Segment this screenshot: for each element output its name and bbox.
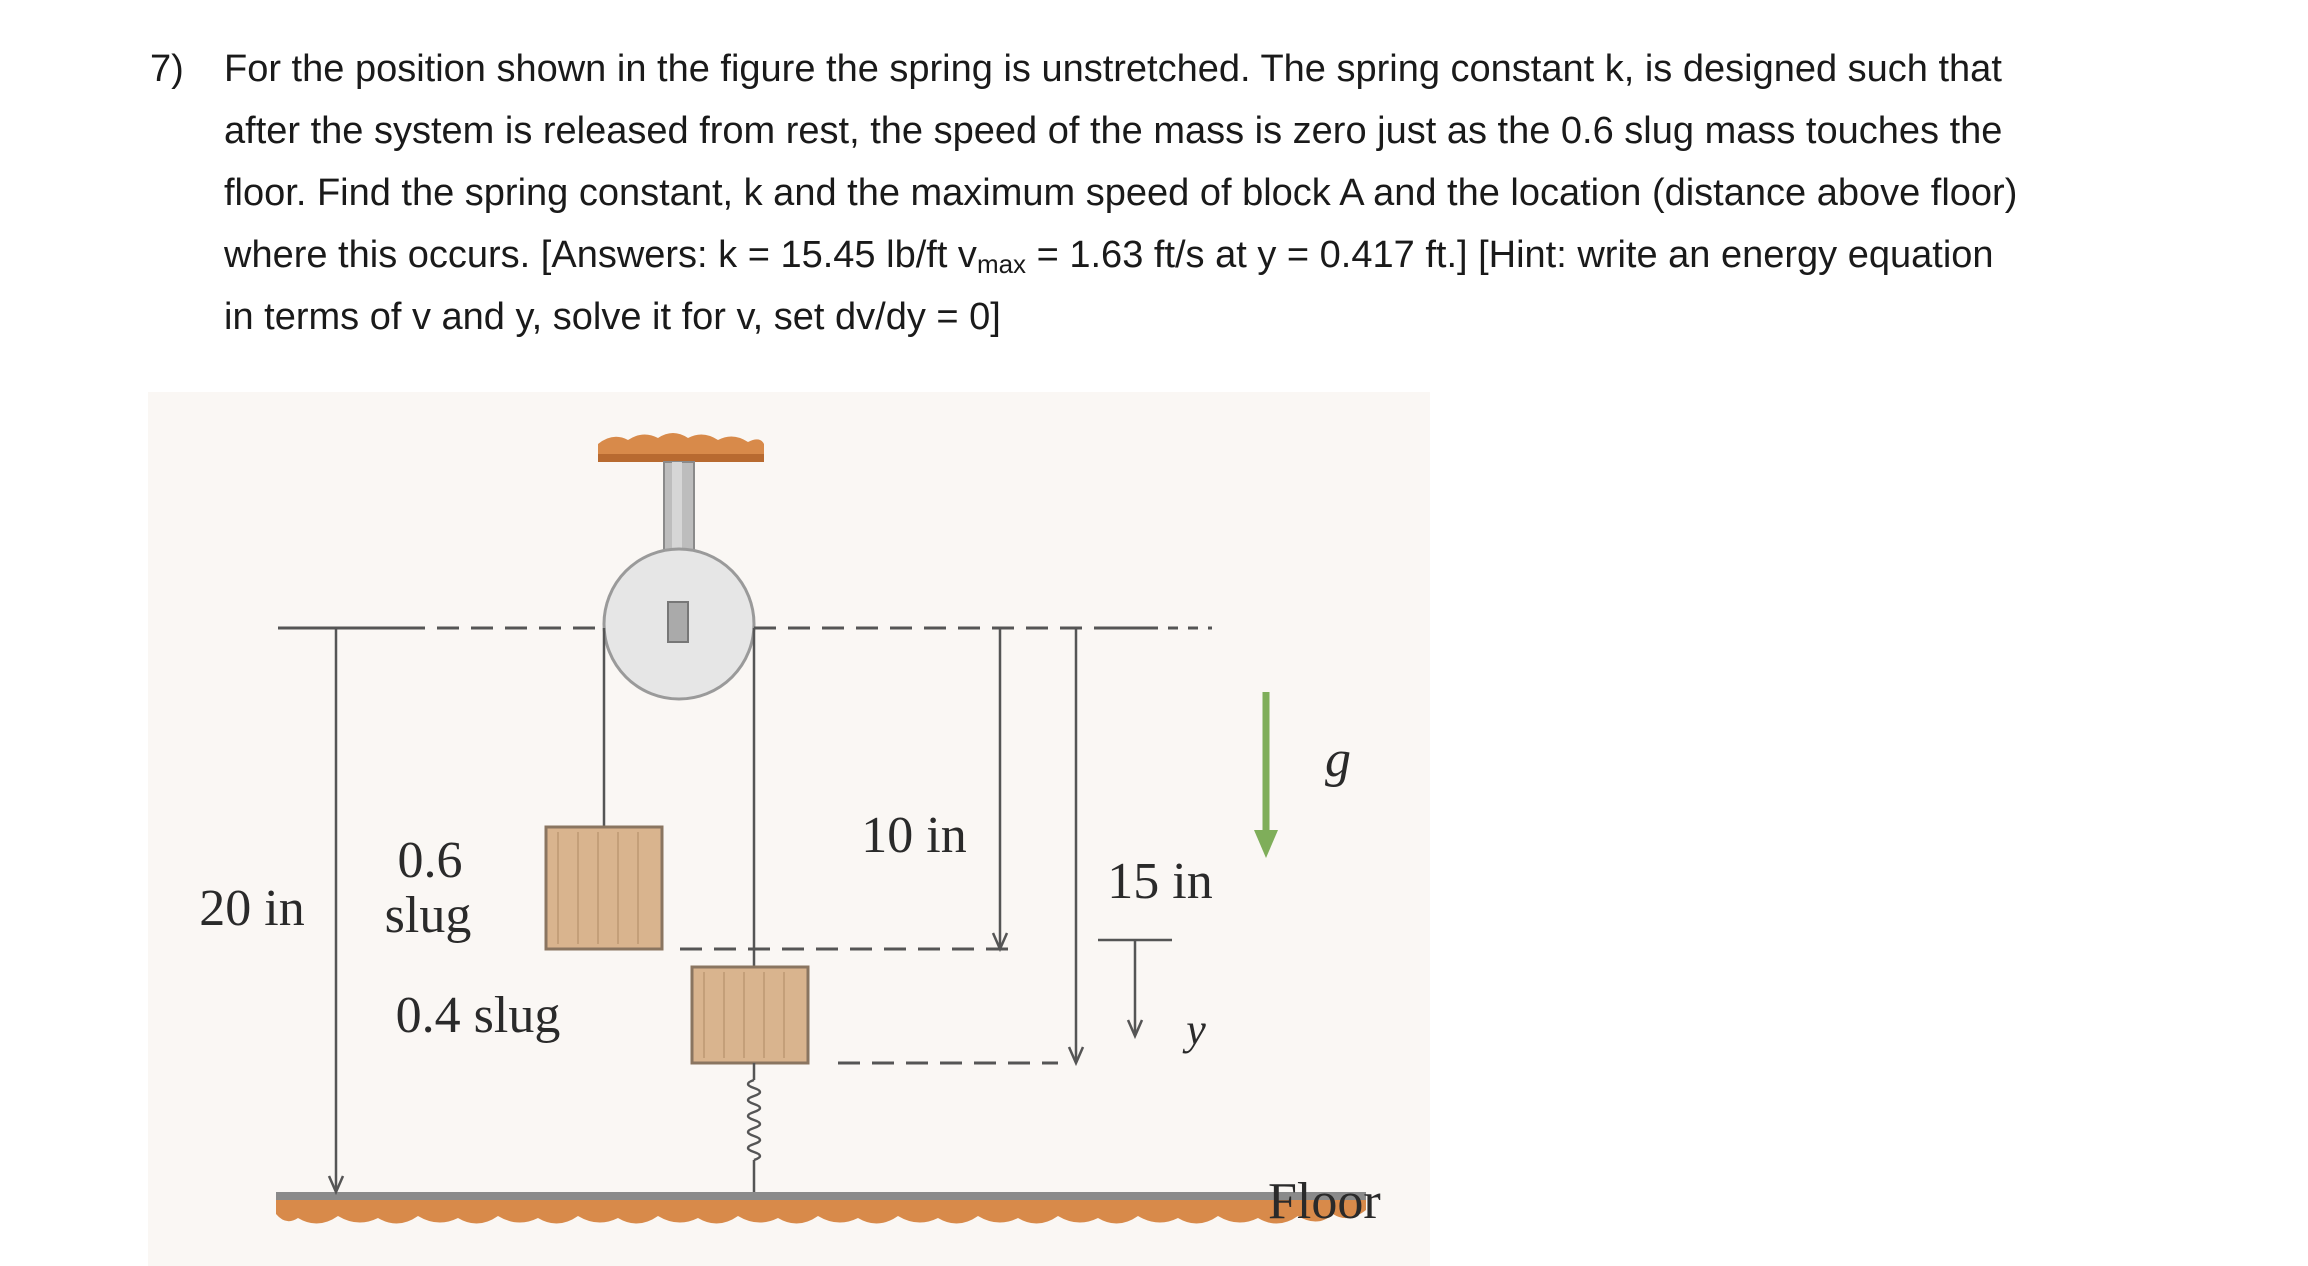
label-floor: Floor xyxy=(1268,1173,1381,1230)
floor xyxy=(276,1192,1366,1224)
dimension-10in xyxy=(993,628,1007,949)
label-mass-a-value: 0.6 xyxy=(397,832,463,889)
dimension-15in xyxy=(1069,628,1083,1063)
gravity-arrow-icon xyxy=(1254,692,1278,858)
spring xyxy=(748,1063,760,1192)
pulley-spring-figure xyxy=(148,392,1430,1266)
problem-text-rest: = 1.63 ft/s at y = 0.417 ft.] [Hint: write an energy equation in terms of v and y, solve it for v, set dv/dy = 0] xyxy=(224,234,1994,338)
vmax-subscript: max xyxy=(976,249,1027,279)
problem-number: 7) xyxy=(150,48,184,90)
pulley xyxy=(604,549,754,699)
label-y: y xyxy=(1186,1005,1206,1054)
dimension-20in xyxy=(329,628,343,1192)
label-20in: 20 in xyxy=(199,880,305,937)
problem-text-main: For the position shown in the figure the spring is unstretched. The spring constant k, is designed such that after the system is released from rest, the speed of the mass is zero just as the 0.6 slug mass touches the floor. Find the spring constant, k and the maximum speed of block A and the location (distance above floor) where this occurs. [Answers: k = 15.45 lb/ft v xyxy=(224,48,2018,276)
label-g: g xyxy=(1325,731,1351,788)
y-coordinate-marker xyxy=(1098,940,1172,1036)
label-mass-a-unit: slug xyxy=(384,887,472,944)
problem-text xyxy=(224,38,2024,348)
block-b xyxy=(692,967,808,1063)
label-10in: 10 in xyxy=(861,807,967,864)
ceiling-support xyxy=(598,433,764,462)
label-15in: 15 in xyxy=(1107,853,1213,910)
block-a xyxy=(546,827,662,949)
label-mass-b: 0.4 slug xyxy=(395,987,561,1044)
